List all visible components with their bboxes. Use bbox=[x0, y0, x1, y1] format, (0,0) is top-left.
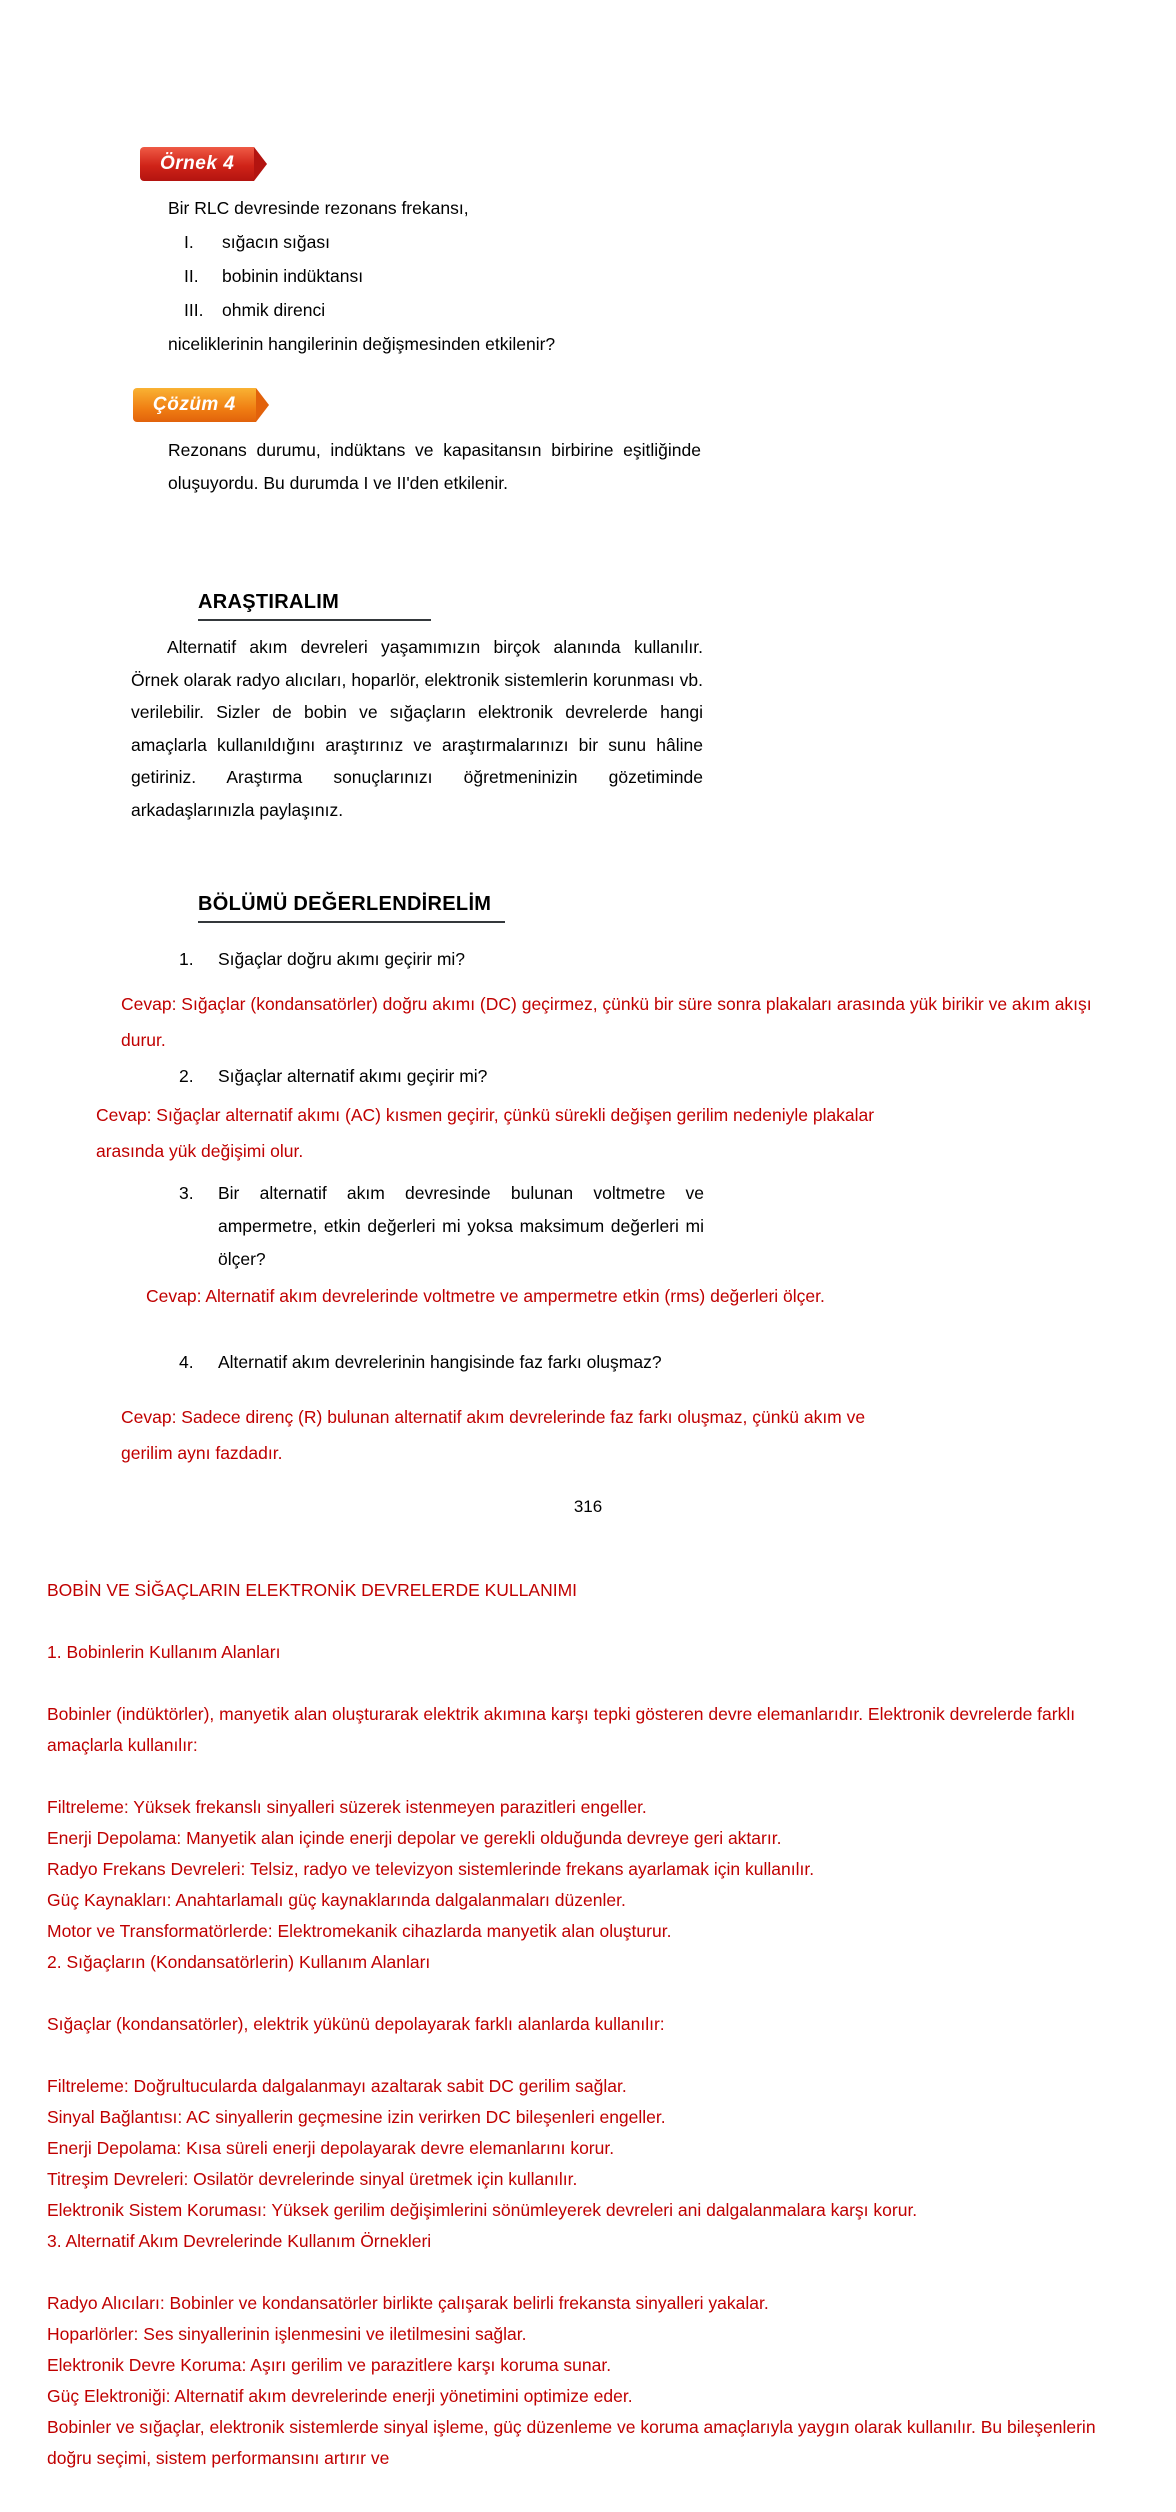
question-3 bbox=[179, 1177, 704, 1276]
example-badge: Örnek 4 bbox=[140, 147, 254, 181]
notes-line: Radyo Frekans Devreleri: Telsiz, radyo ve televizyon sistemlerinde frekans ayarlamak için kullanılır. bbox=[47, 1859, 815, 1879]
notes-paragraph: Bobinler ve sığaçlar, elektronik sistemlerde sinyal işleme, güç düzenleme ve koruma amaçlarıyla yaygın olarak kullanılır. Bu bileşenlerin doğru seçimi, sistem performansını artırır ve bbox=[47, 2417, 1096, 2468]
research-title: ARAŞTIRALIM bbox=[198, 590, 431, 621]
list-item bbox=[184, 259, 708, 293]
research-body: Alternatif akım devreleri yaşamımızın birçok alanında kullanılır. Örnek olarak radyo alıcıları, hoparlör, elektronik sistemlerin korunması vb. verilebilir. Sizler de bobin ve sığaçların elektronik devrelerde hangi amaçlarla kullanıldığını araştırınız ve araştırmalarınızı bir sunu hâline getiriniz. Araştırma sonuçlarınızı öğretmeninizin gözetiminde arkadaşlarınızla paylaşınız. bbox=[131, 637, 703, 820]
research-section bbox=[0, 500, 1176, 826]
notes-line: Motor ve Transformatörlerde: Elektromekanik cihazlarda manyetik alan oluşturur. bbox=[47, 1921, 672, 1941]
notes-paragraph: Sığaçlar (kondansatörler), elektrik yükünü depolayarak farklı alanlarda kullanılır: bbox=[47, 2014, 665, 2034]
list-item-text: bobinin indüktansı bbox=[222, 266, 364, 286]
question-text: Alternatif akım devrelerinin hangisinde faz farkı oluşmaz? bbox=[218, 1352, 662, 1372]
evaluation-section bbox=[0, 826, 1176, 1471]
notes-line: Enerji Depolama: Kısa süreli enerji depolayarak devre elemanlarını korur. bbox=[47, 2138, 615, 2158]
question-number: 1. bbox=[179, 949, 194, 969]
question-text: Sığaçlar alternatif akımı geçirir mi? bbox=[218, 1066, 488, 1086]
solution-section bbox=[0, 361, 1176, 500]
notes-line: Güç Kaynakları: Anahtarlamalı güç kaynaklarında dalgalanmaları düzenler. bbox=[47, 1890, 626, 1910]
notes-line: Titreşim Devreleri: Osilatör devrelerinde sinyal üretmek için kullanılır. bbox=[47, 2169, 578, 2189]
list-item-text: sığacın sığası bbox=[222, 232, 330, 252]
solution-text: Rezonans durumu, indüktans ve kapasitansın birbirine eşitliğinde oluşuyordu. Bu durumda I ve II'den etkilenir. bbox=[168, 440, 701, 493]
example-outro: niceliklerinin hangilerinin değişmesinden etkilenir? bbox=[168, 334, 556, 354]
answer-2: Cevap: Sığaçlar alternatif akımı (AC) kısmen geçirir, çünkü sürekli değişen gerilim nedeniyle plakalar arasında yük değişimi olur. bbox=[96, 1105, 875, 1161]
answer-3: Cevap: Alternatif akım devrelerinde voltmetre ve ampermetre etkin (rms) değerleri ölçer. bbox=[146, 1286, 825, 1306]
question-number: 3. bbox=[179, 1183, 194, 1203]
notes-section bbox=[47, 1575, 1139, 2474]
example-body bbox=[168, 191, 708, 361]
example-intro: Bir RLC devresinde rezonans frekansı, bbox=[168, 198, 469, 218]
notes-line: Sinyal Bağlantısı: AC sinyallerin geçmesine izin verirken DC bileşenleri engeller. bbox=[47, 2107, 666, 2127]
notes-paragraph: Bobinler (indüktörler), manyetik alan oluşturarak elektrik akımına karşı tepki gösteren devre elemanlarıdır. Elektronik devrelerde farklı amaçlarla kullanılır: bbox=[47, 1704, 1076, 1755]
list-item-text: ohmik direnci bbox=[222, 300, 326, 320]
evaluation-title: BÖLÜMÜ DEĞERLENDİRELİM bbox=[198, 892, 505, 923]
question-number: 2. bbox=[179, 1066, 194, 1086]
notes-line: Radyo Alıcıları: Bobinler ve kondansatörler birlikte çalışarak belirli frekansta sinyalleri yakalar. bbox=[47, 2293, 769, 2313]
page-number: 316 bbox=[573, 1497, 603, 1516]
question-text: Bir alternatif akım devresinde bulunan voltmetre ve ampermetre, etkin değerleri mi yoksa maksimum değerleri mi ölçer? bbox=[218, 1183, 704, 1269]
list-item bbox=[184, 293, 708, 327]
list-item bbox=[184, 225, 708, 259]
answer-1: Cevap: Sığaçlar (kondansatörler) doğru akımı (DC) geçirmez, çünkü bir süre sonra plakaları arasında yük birikir ve akım akışı durur. bbox=[121, 994, 1092, 1050]
notes-line: Hoparlörler: Ses sinyallerinin işlenmesini ve iletilmesini sağlar. bbox=[47, 2324, 527, 2344]
question-2 bbox=[179, 1060, 704, 1093]
notes-line: Elektronik Devre Koruma: Aşırı gerilim ve parazitlere karşı koruma sunar. bbox=[47, 2355, 612, 2375]
example-section bbox=[0, 147, 1176, 361]
notes-heading: 3. Alternatif Akım Devrelerinde Kullanım Örnekleri bbox=[47, 2231, 432, 2251]
notes-title: BOBİN VE SİĞAÇLARIN ELEKTRONİK DEVRELERDE KULLANIMI bbox=[47, 1580, 578, 1600]
question-4 bbox=[179, 1346, 704, 1379]
question-text: Sığaçlar doğru akımı geçirir mi? bbox=[218, 949, 466, 969]
list-item-numeral: III. bbox=[184, 300, 204, 320]
question-1 bbox=[179, 943, 704, 976]
list-item-numeral: I. bbox=[184, 232, 194, 252]
notes-line: Filtreleme: Doğrultucularda dalgalanmayı azaltarak sabit DC gerilim sağlar. bbox=[47, 2076, 627, 2096]
notes-heading: 2. Sığaçların (Kondansatörlerin) Kullanım Alanları bbox=[47, 1952, 431, 1972]
solution-badge: Çözüm 4 bbox=[133, 388, 256, 422]
notes-line: Filtreleme: Yüksek frekanslı sinyalleri süzerek istenmeyen parazitleri engeller. bbox=[47, 1797, 647, 1817]
notes-line: Güç Elektroniği: Alternatif akım devrelerinde enerji yönetimini optimize eder. bbox=[47, 2386, 633, 2406]
notes-line: Elektronik Sistem Koruması: Yüksek gerilim değişimlerini sönümleyerek devreleri ani dalgalanmalara karşı korur. bbox=[47, 2200, 918, 2220]
notes-line: Enerji Depolama: Manyetik alan içinde enerji depolar ve gerekli olduğunda devreye geri aktarır. bbox=[47, 1828, 782, 1848]
answer-4: Cevap: Sadece direnç (R) bulunan alternatif akım devrelerinde faz farkı oluşmaz, çünkü akım ve gerilim aynı fazdadır. bbox=[121, 1407, 866, 1463]
list-item-numeral: II. bbox=[184, 266, 199, 286]
question-number: 4. bbox=[179, 1352, 194, 1372]
notes-heading: 1. Bobinlerin Kullanım Alanları bbox=[47, 1642, 281, 1662]
